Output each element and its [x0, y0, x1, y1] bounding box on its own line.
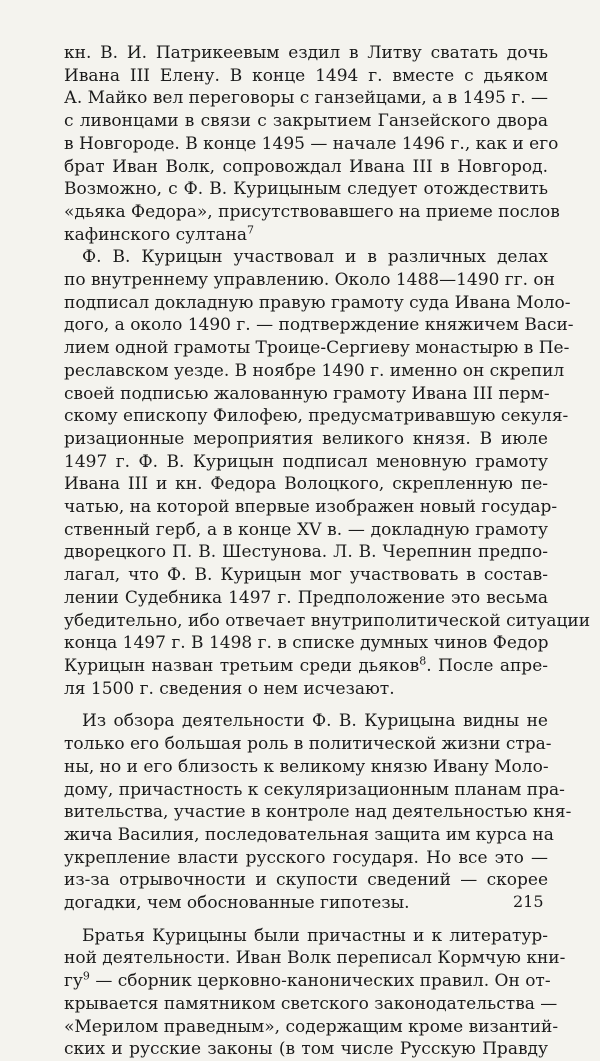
- text-line: только его большая роль в политической жизни стра-: [64, 734, 552, 755]
- text-line: своей подписью жалованную грамоту Ивана III перм-: [64, 383, 550, 404]
- text-fragment: кафинского султана: [64, 224, 247, 245]
- text-line: конца 1497 г. В 1498 г. в списке думных чинов Федор: [64, 633, 549, 654]
- text-fragment: . После апре-: [426, 655, 548, 676]
- body-text: [64, 42, 591, 1061]
- text-line: Из обзора деятельности Ф. В. Курицына видны не: [82, 711, 548, 732]
- text-line: [64, 224, 548, 247]
- text-line: по внутреннему управлению. Около 1488—1490 гг. он: [64, 270, 555, 291]
- text-fragment: Курицын назван третьим среди дьяков: [64, 655, 420, 676]
- text-line: крывается памятником светского законодательства —: [64, 993, 558, 1014]
- text-line: 1497 г. Ф. В. Курицын подписал меновную грамоту: [64, 451, 548, 472]
- paragraph-3: [64, 710, 572, 914]
- text-line: жича Василия, последовательная защита им курса на: [64, 824, 554, 845]
- text-line: Ивана III и кн. Федора Волоцкого, скрепленную пе-: [64, 474, 548, 495]
- text-line: лении Судебника 1497 г. Предположение это весьма: [64, 587, 548, 608]
- text-line: «Мерилом праведным», содержащим кроме византий-: [64, 1016, 559, 1037]
- text-line: подписал докладную правую грамоту суда Ивана Моло-: [64, 292, 571, 313]
- text-line: ной деятельности. Иван Волк переписал Кормчую кни-: [64, 948, 566, 969]
- text-line: из-за отрывочности и скупости сведений — скорее: [64, 870, 548, 891]
- text-line: Ивана III Елену. В конце 1494 г. вместе с дьяком: [64, 65, 548, 86]
- text-line: Ф. В. Курицын участвовал и в различных делах: [82, 247, 548, 268]
- text-line: реславском уезде. В ноябре 1490 г. именно он скрепил: [64, 360, 565, 381]
- text-line: ственный герб, а в конце XV в. — докладную грамоту: [64, 519, 548, 540]
- text-line: дворецкого П. В. Шестунова. Л. В. Черепнин предпо-: [64, 542, 548, 563]
- text-line: брат Иван Волк, сопровождал Ивана III в Новгород.: [64, 156, 548, 177]
- text-line: догадки, чем обоснованные гипотезы.: [64, 893, 410, 914]
- text-line: Братья Курицыны были причастны и к литератур-: [82, 925, 548, 946]
- text-line: лием одной грамоты Троице-Сергиеву монастырю в Пе-: [64, 338, 570, 359]
- text-line: чатью, на которой впервые изображен новый государ-: [64, 497, 558, 518]
- text-line: дого, а около 1490 г. — подтверждение княжичем Васи-: [64, 315, 574, 336]
- paragraph-1: [64, 42, 560, 246]
- text-line: с ливонцами в связи с закрытием Ганзейского двора: [64, 111, 548, 132]
- page-number: 215: [513, 892, 544, 911]
- paragraph-4: [64, 925, 566, 1061]
- text-line: «дьяка Федора», присутствовавшего на приеме послов: [64, 201, 560, 222]
- text-line: А. Майко вел переговоры с ганзейцами, а в 1495 г. —: [64, 88, 549, 109]
- paragraph-2: [64, 246, 591, 700]
- text-line: ля 1500 г. сведения о нем исчезают.: [64, 678, 395, 699]
- text-line: Возможно, с Ф. В. Курицыным следует отождествить: [64, 179, 548, 200]
- text-line: кн. В. И. Патрикеевым ездил в Литву сватать дочь: [64, 43, 548, 63]
- footnote-ref: 9: [82, 969, 90, 983]
- text-line: дому, причастность к секуляризационным планам пра-: [64, 779, 565, 800]
- text-line: укрепление власти русского государя. Но все это —: [64, 847, 548, 868]
- text-fragment: гу: [64, 971, 83, 992]
- text-line: лагал, что Ф. В. Курицын мог участвовать в состав-: [64, 565, 548, 586]
- text-fragment: — сборник церковно-канонических правил. Он от-: [89, 971, 551, 992]
- text-line: [64, 655, 548, 678]
- text-line: ризационные мероприятия великого князя. В июле: [64, 428, 548, 449]
- text-line: скому епископу Филофею, предусматривавшую секуля-: [64, 406, 569, 427]
- text-line: убедительно, ибо отвечает внутриполитической ситуации: [64, 610, 591, 631]
- footnote-ref: 8: [419, 654, 427, 668]
- text-line: вительства, участие в контроле над деятельностью кня-: [64, 802, 572, 823]
- text-line: ны, но и его близость к великому князю Ивану Моло-: [64, 756, 549, 777]
- text-line: ских и русские законы (в том числе Русскую Правду: [64, 1039, 548, 1060]
- text-line: в Новгороде. В конце 1495 — начале 1496 г., как и его: [64, 133, 559, 154]
- footnote-ref: 7: [246, 223, 254, 237]
